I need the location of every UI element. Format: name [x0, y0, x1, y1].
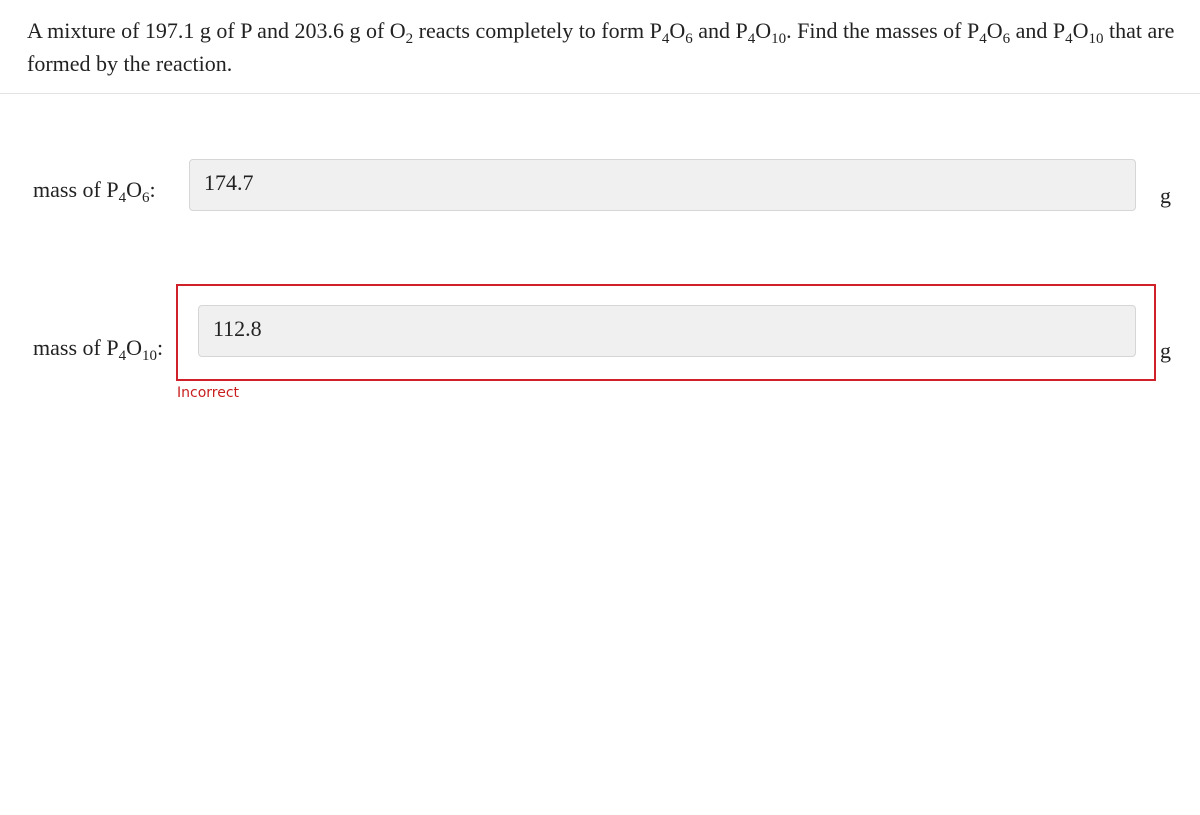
subscript: 4 [118, 190, 127, 206]
label-text: O [126, 177, 142, 202]
subscript: 4 [1065, 31, 1073, 47]
p4o10-mass-label [33, 335, 164, 364]
subscript: 2 [405, 31, 414, 47]
label-text: mass of P [33, 335, 119, 360]
subscript: 6 [141, 190, 150, 206]
subscript: 10 [141, 348, 157, 364]
question-text-part: and P [1010, 18, 1066, 43]
subscript: 10 [771, 31, 787, 47]
subscript: 4 [979, 31, 987, 47]
section-divider [0, 93, 1200, 94]
incorrect-feedback: Incorrect [177, 385, 240, 401]
label-text: mass of P [33, 177, 119, 202]
p4o10-mass-input[interactable]: 112.8 [198, 305, 1136, 357]
question-text-part: O [1072, 18, 1089, 43]
subscript: 10 [1088, 31, 1104, 47]
subscript: 6 [1002, 31, 1011, 47]
question-text-part: reacts completely to form P [413, 18, 662, 43]
question-text [27, 14, 1187, 80]
subscript: 4 [747, 31, 756, 47]
question-text-part: O [986, 18, 1003, 43]
label-text: O [126, 335, 142, 360]
p4o6-unit-label: g [1160, 183, 1171, 208]
label-colon: : [156, 335, 164, 360]
question-text-part: that are formed by the reaction. [27, 18, 1175, 76]
subscript: 4 [118, 348, 127, 364]
question-text-part: O [669, 18, 686, 43]
subscript: 4 [661, 31, 670, 47]
question-text-part: A mixture of 197.1 g of P and 203.6 g of O [27, 18, 406, 43]
label-colon: : [149, 177, 156, 202]
subscript: 6 [685, 31, 693, 47]
p4o10-unit-label: g [1160, 338, 1171, 363]
question-text-part: . Find the masses of P [786, 18, 980, 43]
question-text-part: and P [692, 18, 748, 43]
question-text-part: O [755, 18, 772, 43]
p4o6-mass-input[interactable]: 174.7 [189, 159, 1136, 211]
p4o6-mass-label [33, 177, 156, 206]
